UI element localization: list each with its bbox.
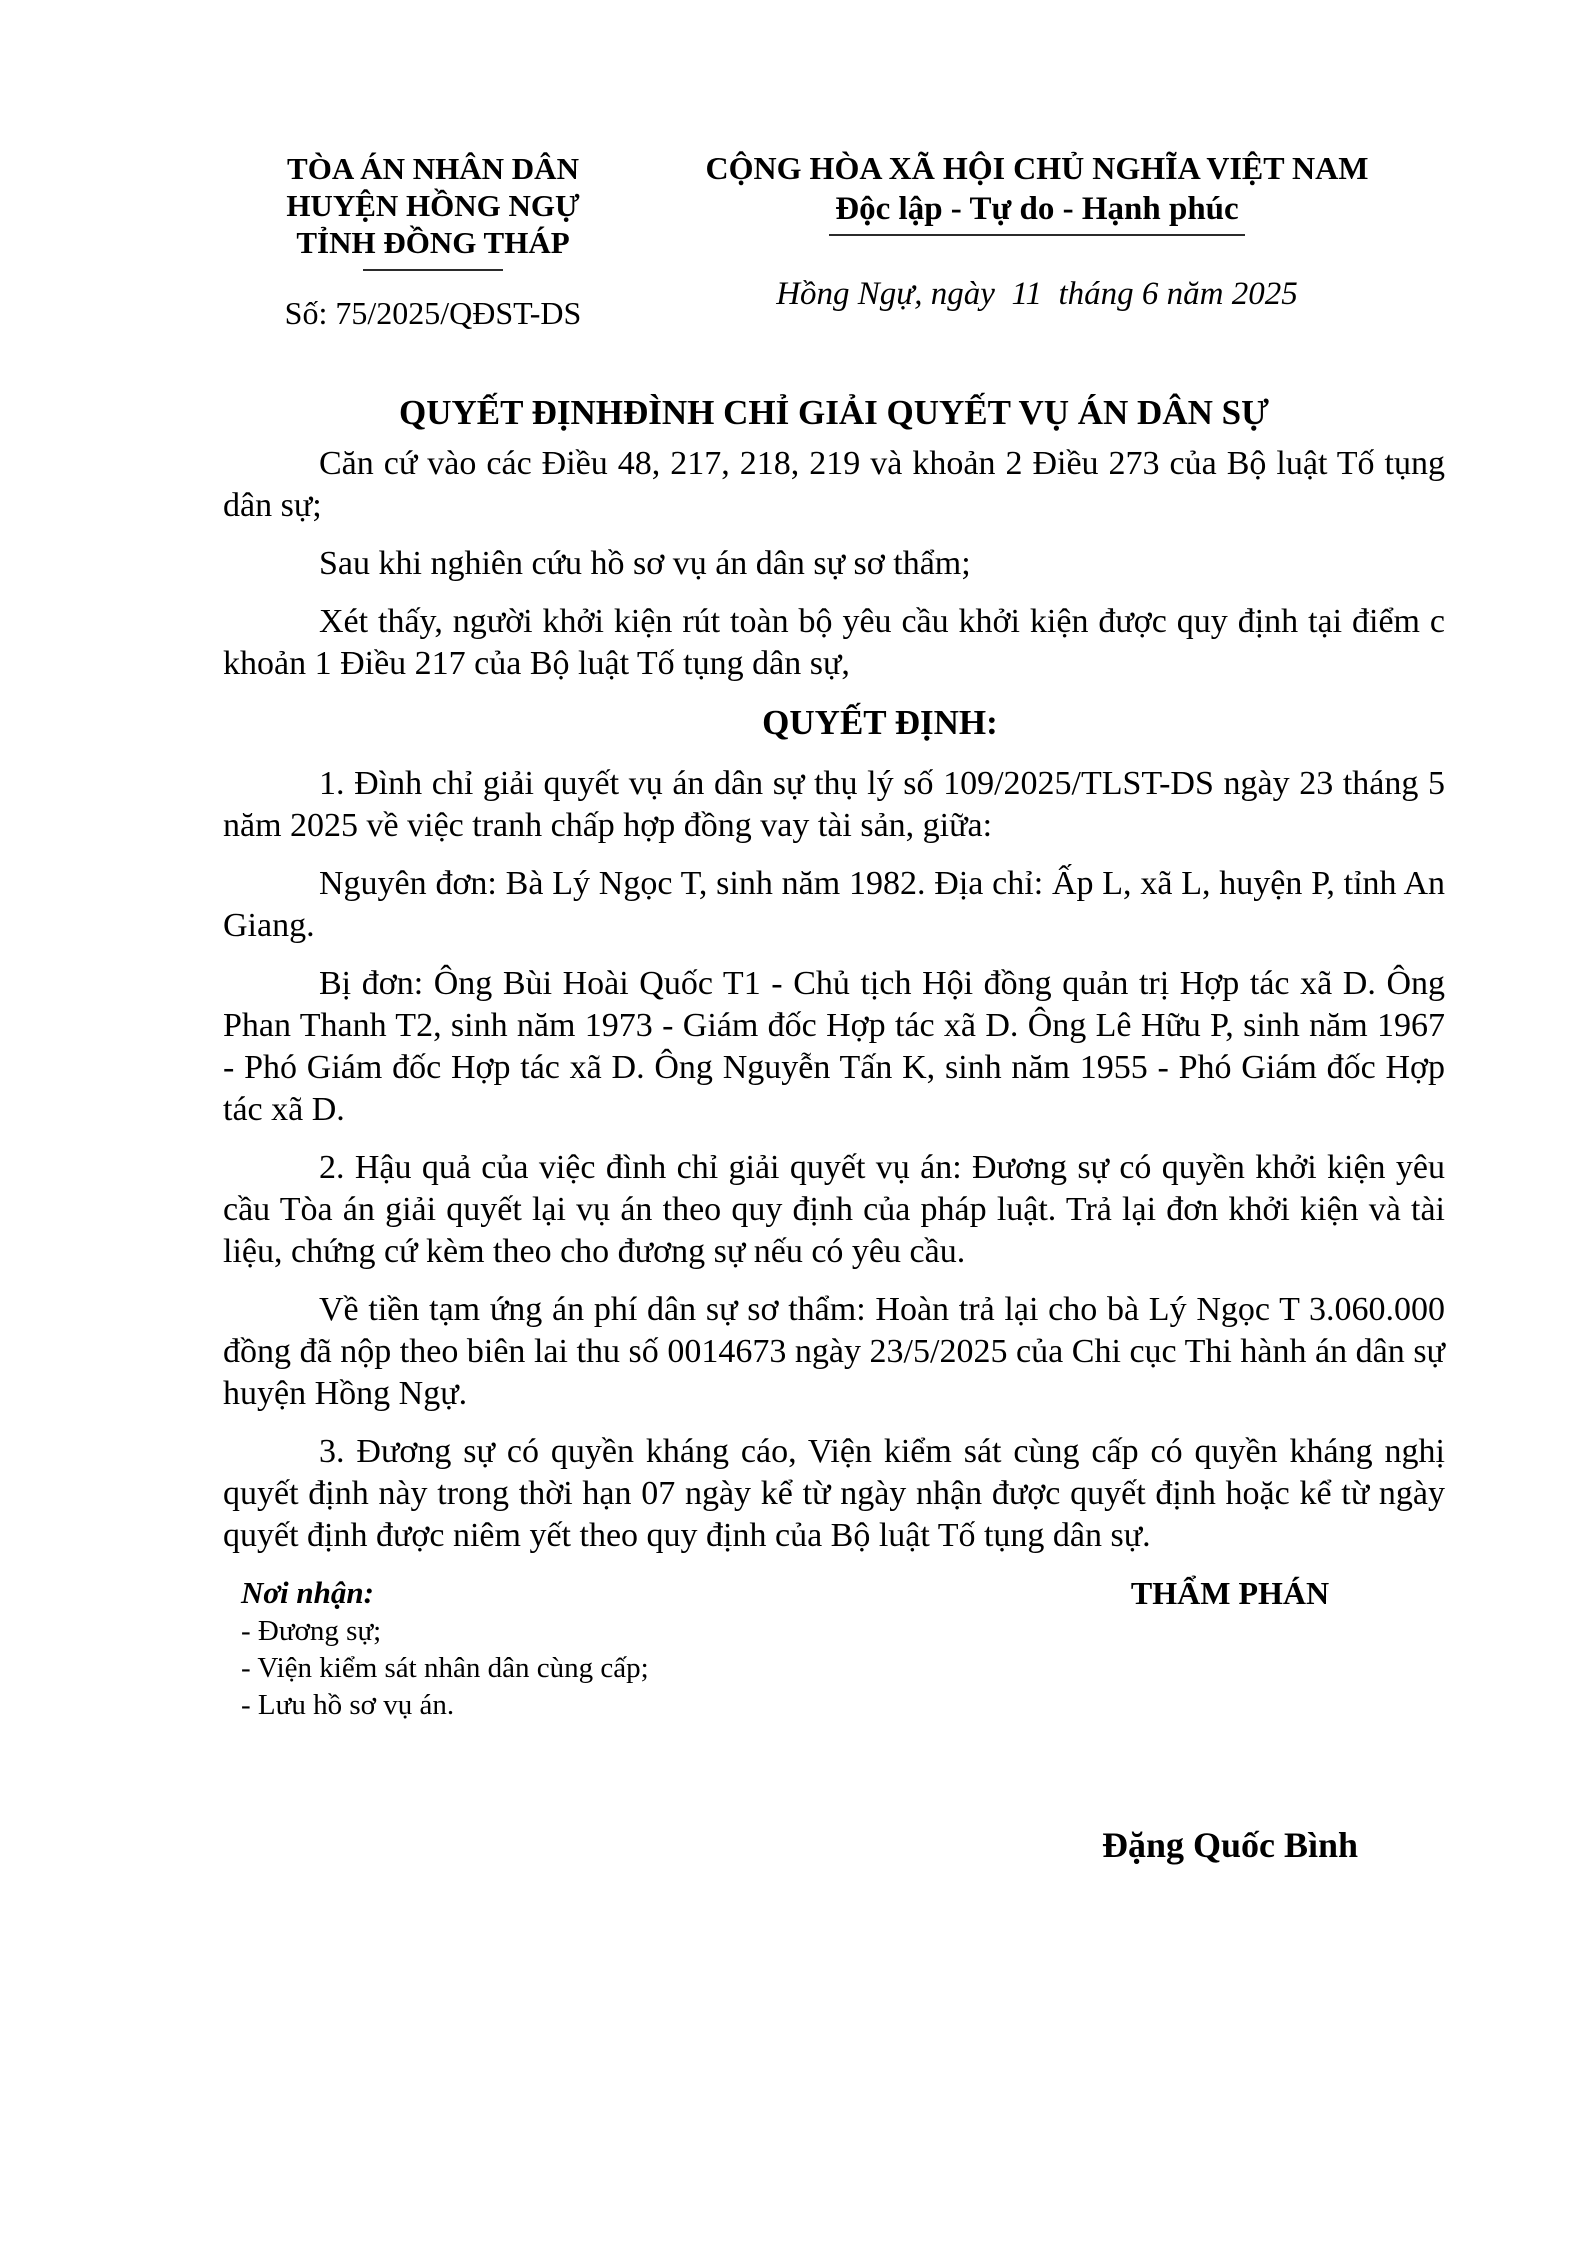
court-name-line-1: TÒA ÁN NHÂN DÂN <box>287 151 579 186</box>
document-body <box>223 443 1445 1557</box>
preamble-paragraph: Sau khi nghiên cứu hồ sơ vụ án dân sự sơ thẩm; <box>319 545 971 582</box>
document-number: Số: 75/2025/QĐST-DS <box>284 295 582 331</box>
recipient-item: - Đương sự; <box>241 1615 382 1647</box>
preamble-paragraph: Xét thấy, người khởi kiện rút toàn bộ yêu cầu khởi kiện được quy định tại điểm c khoản 1 Điều 217 của Bộ luật Tố tụng dân sự, <box>223 603 1445 682</box>
article-3-paragraph: 3. Đương sự có quyền kháng cáo, Viện kiểm sát cùng cấp có quyền kháng nghị quyết định này trong thời hạn 07 ngày kể từ ngày nhận được quyết định hoặc kể từ ngày quyết định được niêm yết theo quy định của Bộ luật Tố tụng dân sự. <box>223 1433 1445 1554</box>
recipients-block <box>223 1573 1015 1724</box>
recipient-item: - Viện kiểm sát nhân dân cùng cấp; <box>241 1652 649 1684</box>
judge-name: Đặng Quốc Bình <box>1101 1825 1359 1865</box>
recipient-item: - Lưu hồ sơ vụ án. <box>241 1689 455 1721</box>
signature-block <box>1015 1573 1445 1867</box>
document-footer <box>223 1573 1445 1867</box>
plaintiff-paragraph: Nguyên đơn: Bà Lý Ngọc T, sinh năm 1982. Địa chỉ: Ấp L, xã L, huyện P, tỉnh An Giang. <box>223 865 1445 944</box>
article-2-paragraph: 2. Hậu quả của việc đình chỉ giải quyết vụ án: Đương sự có quyền khởi kiện yêu cầu Tòa án giải quyết lại vụ án theo quy định của pháp luật. Trả lại đơn khởi kiện và tài liệu, chứng cứ kèm theo cho đương sự nếu có yêu cầu. <box>223 1149 1445 1270</box>
document-header <box>223 150 1445 333</box>
recipients-label: Nơi nhận: <box>241 1575 374 1610</box>
decision-heading: QUYẾT ĐỊNH: <box>762 703 998 742</box>
national-motto: Độc lập - Tự do - Hạnh phúc <box>829 190 1244 236</box>
court-name-line-3: TỈNH ĐỒNG THÁP <box>296 225 570 260</box>
preamble-paragraph: Căn cứ vào các Điều 48, 217, 218, 219 và khoản 2 Điều 273 của Bộ luật Tố tụng dân sự; <box>223 445 1445 524</box>
defendant-paragraph: Bị đơn: Ông Bùi Hoài Quốc T1 - Chủ tịch Hội đồng quản trị Hợp tác xã D. Ông Phan Thanh T2, sinh năm 1973 - Giám đốc Hợp tác xã D. Ông Lê Hữu P, sinh năm 1967 - Phó Giám đốc Hợp tác xã D. Ông Nguyễn Tấn K, sinh năm 1955 - Phó Giám đốc Hợp tác xã D. <box>223 965 1445 1128</box>
judge-title: THẨM PHÁN <box>1130 1575 1330 1611</box>
national-title: CỘNG HÒA XÃ HỘI CHỦ NGHĨA VIỆT NAM <box>705 150 1369 186</box>
place-date-line: Hồng Ngự, ngày 11 tháng 6 năm 2025 <box>776 276 1298 312</box>
national-motto-block <box>643 150 1445 314</box>
court-name-line-2: HUYỆN HỒNG NGỰ <box>286 188 580 223</box>
issuing-court-block <box>223 150 643 333</box>
national-motto-wrap <box>643 190 1431 236</box>
document-title: QUYẾT ĐỊNHĐÌNH CHỈ GIẢI QUYẾT VỤ ÁN DÂN SỰ <box>399 393 1269 432</box>
article-1-paragraph: 1. Đình chỉ giải quyết vụ án dân sự thụ lý số 109/2025/TLST-DS ngày 23 tháng 5 năm 2025 về việc tranh chấp hợp đồng vay tài sản, giữa: <box>223 765 1445 844</box>
court-block-divider <box>363 269 503 271</box>
court-fee-paragraph: Về tiền tạm ứng án phí dân sự sơ thẩm: Hoàn trả lại cho bà Lý Ngọc T 3.060.000 đồng đã nộp theo biên lai thu số 0014673 ngày 23/5/2025 của Chi cục Thi hành án dân sự huyện Hồng Ngự. <box>223 1291 1445 1412</box>
